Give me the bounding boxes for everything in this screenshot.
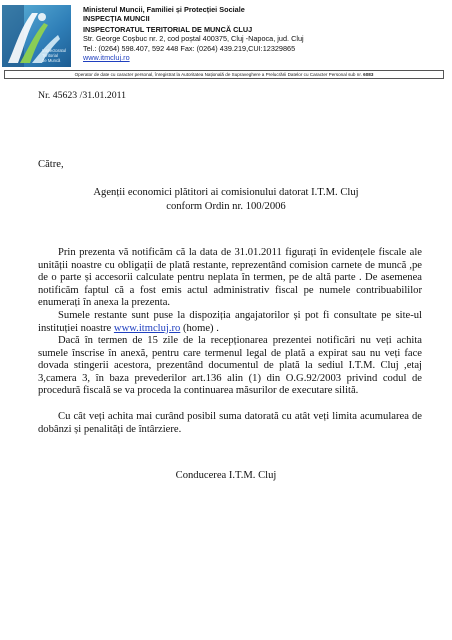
letterhead: [83, 5, 445, 62]
office-address: Str. George Coșbuc nr. 2, cod poștal 400375, Cluj -Napoca, jud. Cluj: [83, 34, 304, 44]
salutation: Către,: [38, 159, 64, 170]
office-name: INSPECTORATUL TERITORIAL DE MUNCĂ CLUJ: [83, 24, 253, 34]
website-link[interactable]: www.itmcluj.ro: [83, 53, 130, 63]
office-contact: Tel.: (0264) 598.407, 592 448 Fax: (0264) 439.219,CUI:12329865: [83, 43, 296, 53]
itm-logo: [2, 5, 71, 67]
signature: Conducerea I.T.M. Cluj: [175, 470, 277, 481]
paragraph-website-tail: (home) .: [180, 322, 219, 334]
body-website-link[interactable]: www.itmcluj.ro: [113, 322, 181, 334]
data-operator-number: 6083: [363, 72, 374, 77]
svg-text:Teritorial: Teritorial: [42, 53, 58, 58]
data-operator-text: Operator de date cu caracter personal, înregistrat la Autoritatea Națională de Supraveghere a Prelucrării Datelor cu Caracter Personal sub nr.: [74, 72, 364, 77]
svg-text:Inspectoratul: Inspectoratul: [42, 48, 66, 53]
recipient-line-1: Agenții economici plătitori ai comisionului datorat I.T.M. Cluj: [93, 187, 359, 198]
reference-number: Nr. 45623 /31.01.2011: [38, 90, 127, 101]
recipient-line-2: conform Ordin nr. 100/2006: [166, 201, 286, 212]
paragraph-website: [38, 310, 422, 335]
data-operator-notice: [4, 70, 444, 79]
svg-text:de Muncă: de Muncă: [42, 58, 61, 63]
paragraph-website-text: Sumele restante sunt puse la dispoziția angajatorilor și pot fi consultate pe site-ul instituției noastre: [38, 310, 422, 334]
paragraph-deadline: Dacă în termen de 15 zile de la recepționarea prezentei notificări nu veți achita sumele înscrise în anexă, pentru care termenul legal de plată a expirat sau nu veți face dovada stingerii acestora, prezentând documentul de plată la sediul I.T.M. Cluj ,etaj 3,camera 3, în baza prevederilor art.136 alin (1) din O.G.92/2003 privind codul de procedură fiscală se va proceda la continuarea măsurilor de executare silită.: [38, 335, 422, 397]
paragraph-penalties: Cu cât veți achita mai curând posibil suma datorată cu atât veți limita acumularea de dobânzi și penalități de întârziere.: [38, 411, 422, 435]
inspection-name: INSPECȚIA MUNCII: [83, 14, 150, 24]
paragraph-notification: Prin prezenta vă notificăm că la data de 31.01.2011 figurați în evidențele fiscale ale unității noastre cu obligații de plată restante, reprezentând comision carnete de muncă ,pe de o parte și accesorii calculate pentru neplata în termen, pe de altă parte . De asemenea notificăm faptul că a fost emis actul administrativ fiscal pe numele contribuabililor enumerați în anexa la prezenta.: [38, 247, 422, 309]
ministry-name: Ministerul Muncii, Familiei și Protecției Sociale: [83, 5, 245, 14]
